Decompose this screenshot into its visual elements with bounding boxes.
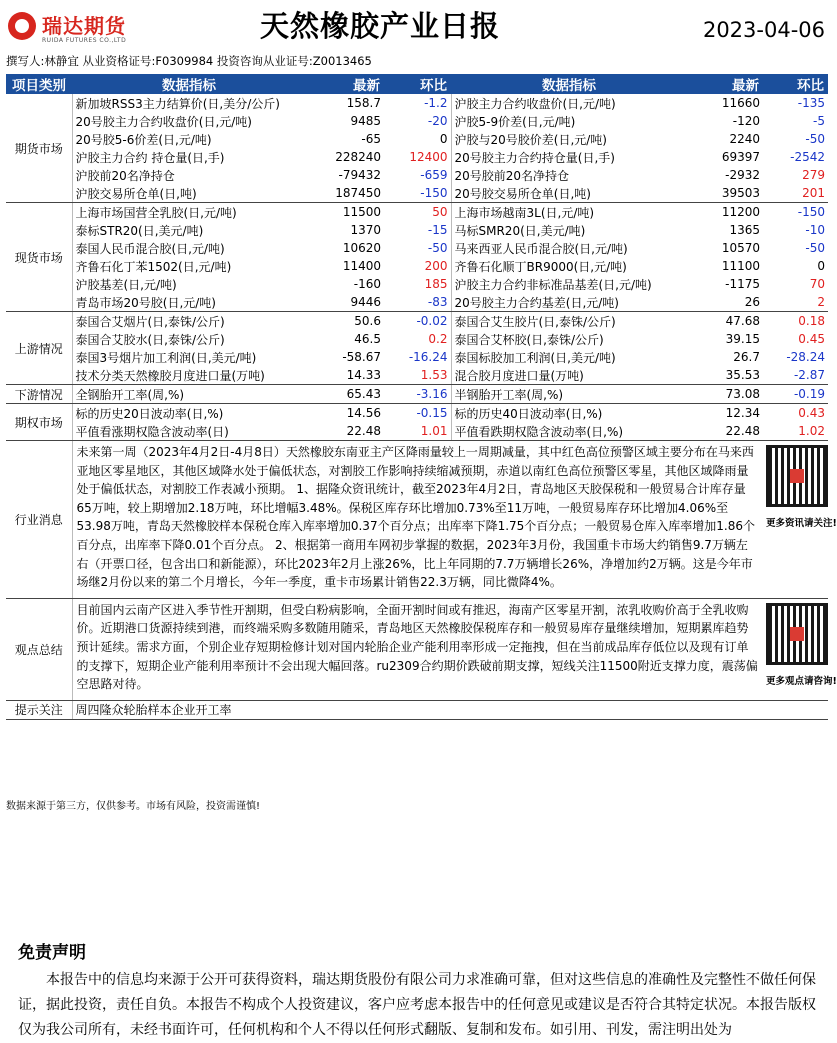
change-cell: -150 xyxy=(384,184,451,203)
col-header: 环比 xyxy=(384,74,451,94)
value-cell: -1175 xyxy=(725,277,760,291)
view-text: 目前国内云南产区进入季节性开割期，但受白粉病影响，全面开割时间或有推迟，海南产区零星开割，浓乳收购价高于全乳收购价。近期港口货源持续到港，而终端采购多数随用随采，青岛地区天然橡胶保税库存和一般贸易库存量继续增加，短期累库趋势预计延续。需求方面，个别企业存短期检修计划对国内轮胎企业产能利用率形成一定拖拽，但在当前成品库存低位以及现有订单的支撑下，短期企业产能利用率预计不会出现大幅回落。ru2309合约期价跌破前期支撑，短线关注11500附近支撑力度，震荡偏空思路对待。 xyxy=(72,598,763,700)
change-cell: -3.16 xyxy=(384,385,451,404)
value-cell: 228240 xyxy=(335,150,381,164)
value-cell: 39503 xyxy=(687,184,763,203)
tips-text: 周四隆众轮胎样本企业开工率 xyxy=(72,700,828,719)
indicator-cell: 齐鲁石化丁苯1502(日,元/吨) xyxy=(75,259,232,274)
data-table xyxy=(6,74,837,720)
table-row xyxy=(6,94,828,112)
logo-mark-icon xyxy=(8,12,36,40)
change-cell: 0.2 xyxy=(384,330,451,348)
indicator-cell: 20号胶主力合约持仓量(日,手) xyxy=(454,150,615,165)
value-cell: 9485 xyxy=(350,114,381,128)
table-row xyxy=(6,130,828,148)
change-cell: -50 xyxy=(805,132,825,146)
change-cell: -20 xyxy=(384,112,451,130)
col-header: 数据指标 xyxy=(451,74,687,94)
table-row xyxy=(6,422,828,441)
indicator-cell: 半钢胎开工率(周,%) xyxy=(451,385,687,404)
table-row xyxy=(6,385,828,404)
table-row xyxy=(6,221,828,239)
value-cell: 11100 xyxy=(721,259,760,273)
qr-cell xyxy=(763,598,837,700)
change-cell: 0 xyxy=(817,259,825,273)
indicator-cell: 上海市场国营全乳胶(日,元/吨) xyxy=(75,205,237,220)
indicator-cell: 沪胶主力合约 持仓量(日,手) xyxy=(75,150,225,165)
indicator-cell: 平值看涨期权隐含波动率(日) xyxy=(72,422,306,441)
value-cell: -120 xyxy=(732,114,760,128)
value-cell: 14.33 xyxy=(306,366,384,385)
ruida-logo xyxy=(8,10,138,48)
indicator-cell: 泰国标胶加工利润(日,美元/吨) xyxy=(454,350,616,365)
change-cell: 200 xyxy=(384,257,451,275)
change-cell: 1.53 xyxy=(384,366,451,385)
value-cell: 11400 xyxy=(342,259,381,273)
category-cell: 提示关注 xyxy=(6,700,72,719)
change-cell: -15 xyxy=(384,221,451,239)
indicator-cell: 沪胶基差(日,元/吨) xyxy=(75,277,177,292)
table-row xyxy=(6,166,828,184)
change-cell: -2542 xyxy=(790,150,825,164)
indicator-cell: 混合胶月度进口量(万吨) xyxy=(451,366,687,385)
change-cell: -659 xyxy=(384,166,451,184)
change-cell: -83 xyxy=(384,293,451,312)
indicator-cell: 20号胶5-6价差(日,元/吨) xyxy=(75,132,212,147)
indicator-cell: 技术分类天然橡胶月度进口量(万吨) xyxy=(72,366,306,385)
change-cell: 185 xyxy=(384,275,451,293)
indicator-cell: 泰国人民币混合胶(日,元/吨) xyxy=(75,241,225,256)
table-row xyxy=(6,275,828,293)
value-cell: 158.7 xyxy=(346,96,381,110)
indicator-cell: 平值看跌期权隐含波动率(日,%) xyxy=(451,422,687,441)
change-cell: -0.02 xyxy=(384,312,451,331)
indicator-cell: 泰国合艾胶水(日,泰铢/公斤) xyxy=(75,332,225,347)
col-header: 数据指标 xyxy=(72,74,306,94)
change-cell: -10 xyxy=(805,223,825,237)
indicator-cell: 20号胶主力合约基差(日,元/吨) xyxy=(451,293,687,312)
value-cell: 2240 xyxy=(729,132,760,146)
table-row xyxy=(6,293,828,312)
indicator-cell: 泰国合艾烟片(日,泰铢/公斤) xyxy=(75,314,225,329)
value-cell: 46.5 xyxy=(354,332,381,346)
logo-subtext: RUIDA FUTURES CO.,LTD xyxy=(42,37,127,44)
change-cell: 0.45 xyxy=(798,332,825,346)
change-cell: -5 xyxy=(813,114,825,128)
indicator-cell: 泰国合艾杯胶(日,泰铢/公斤) xyxy=(454,332,604,347)
indicator-cell: 标的历史20日波动率(日,%) xyxy=(75,406,224,421)
value-cell: 47.68 xyxy=(725,314,760,328)
value-cell: 65.43 xyxy=(306,385,384,404)
indicator-cell: 沪胶5-9价差(日,元/吨) xyxy=(454,114,576,129)
value-cell: 11500 xyxy=(342,205,381,219)
value-cell: 50.6 xyxy=(354,314,381,328)
author-info: 撰写人:林静宜 从业资格证号:F0309984 投资咨询从业证号:Z0013465 xyxy=(6,54,372,68)
change-cell: 12400 xyxy=(384,148,451,166)
change-cell: 0 xyxy=(384,130,451,148)
table-row xyxy=(6,330,828,348)
category-cell: 行业消息 xyxy=(6,441,72,599)
value-cell: 12.34 xyxy=(725,406,760,420)
qr-code-icon xyxy=(766,445,828,507)
table-row xyxy=(6,404,828,423)
qr-caption: 更多资讯请关注! xyxy=(766,518,837,529)
category-cell: 上游情况 xyxy=(6,312,72,385)
indicator-cell: 新加坡RSS3主力结算价(日,美分/公斤) xyxy=(75,96,280,111)
indicator-cell: 上海市场越南3L(日,元/吨) xyxy=(454,205,595,220)
value-cell: -65 xyxy=(361,132,381,146)
value-cell: -160 xyxy=(353,277,381,291)
change-cell: 0.18 xyxy=(798,314,825,328)
change-cell: -0.15 xyxy=(384,404,451,423)
data-source-note: 数据来源于第三方，仅供参考。市场有风险，投资需谨慎! xyxy=(6,801,261,812)
value-cell: 9446 xyxy=(306,293,384,312)
indicator-cell: 马来西亚人民币混合胶(日,元/吨) xyxy=(454,241,628,256)
indicator-cell: 泰国3号烟片加工利润(日,美元/吨) xyxy=(75,350,257,365)
value-cell: 14.56 xyxy=(346,406,381,420)
table-row xyxy=(6,112,828,130)
category-cell: 下游情况 xyxy=(6,385,72,404)
change-cell: -135 xyxy=(797,96,825,110)
table-row xyxy=(6,348,828,366)
change-cell: -16.24 xyxy=(384,348,451,366)
indicator-cell: 沪胶前20名净持仓 xyxy=(75,168,175,183)
category-cell: 期权市场 xyxy=(6,404,72,441)
value-cell: 22.48 xyxy=(687,422,763,441)
table-row xyxy=(6,366,828,385)
indicator-cell: 齐鲁石化顺丁BR9000(日,元/吨) xyxy=(454,259,627,274)
col-header: 最新 xyxy=(306,74,384,94)
change-cell: -150 xyxy=(797,205,825,219)
disclaimer-title: 免责声明 xyxy=(18,943,86,963)
page-title: 天然橡胶产业日报 xyxy=(260,9,501,43)
change-cell: -28.24 xyxy=(786,350,825,364)
value-cell: 39.15 xyxy=(725,332,760,346)
change-cell: -2.87 xyxy=(763,366,828,385)
value-cell: 69397 xyxy=(721,150,760,164)
value-cell: 26.7 xyxy=(733,350,760,364)
change-cell: 0.43 xyxy=(798,406,825,420)
logo-text: 瑞达期货 xyxy=(42,14,126,38)
table-row xyxy=(6,312,828,331)
value-cell: 10570 xyxy=(721,241,760,255)
change-cell: 50 xyxy=(384,203,451,222)
news-row xyxy=(6,441,828,599)
category-cell: 期货市场 xyxy=(6,94,72,203)
change-cell: 201 xyxy=(763,184,828,203)
indicator-cell: 马标SMR20(日,美元/吨) xyxy=(454,223,586,238)
data-table-wrapper xyxy=(6,74,837,720)
value-cell: 35.53 xyxy=(687,366,763,385)
indicator-cell: 沪胶主力合约非标准品基差(日,元/吨) xyxy=(454,277,652,292)
indicator-cell: 沪胶与20号胶价差(日,元/吨) xyxy=(454,132,607,147)
value-cell: 11200 xyxy=(721,205,760,219)
table-row xyxy=(6,203,828,222)
change-cell: -0.19 xyxy=(763,385,828,404)
table-header-row xyxy=(6,74,828,94)
value-cell: 11660 xyxy=(721,96,760,110)
value-cell: 26 xyxy=(687,293,763,312)
view-row xyxy=(6,598,828,700)
indicator-cell: 泰国合艾生胶片(日,泰铢/公斤) xyxy=(454,314,616,329)
change-cell: 1.02 xyxy=(763,422,828,441)
value-cell: 22.48 xyxy=(306,422,384,441)
category-cell: 现货市场 xyxy=(6,203,72,312)
change-cell: 279 xyxy=(802,168,825,182)
table-row xyxy=(6,184,828,203)
change-cell: -50 xyxy=(384,239,451,257)
value-cell: 73.08 xyxy=(687,385,763,404)
col-header: 环比 xyxy=(763,74,828,94)
news-text: 未来第一周（2023年4月2日-4月8日）天然橡胶东南亚主产区降雨量较上一周期减量，其中红色高位预警区域主要分布在马来西亚地区零星地区，其他区域降水处于偏低状态，对割胶工作影响持续缩减预期，赤道以南红色高位预警区零星，其他区域降雨量处于偏低状态，对割胶工作表减小预期。 1、据隆众资讯统计，截至2023年4月2日，青岛地区天胶保税和一般贸易合计库存量65万吨，较上期增加2.18万吨，环比增幅3.48%。保税区库存环比增加0.73%至11万吨，一般贸易库存环比增加4.06%至53.98万吨，青岛天然橡胶样本保税仓库入库率增加0.37个百分点；出库率下降1.75个百分点；一般贸易仓库入库率增加1.86个百分点，出库率下降0.01个百分点。 2、根据第一商用车网初步掌握的数据，2023年3月份，我国重卡市场大约销售9.7万辆左右（开票口径，包含出口和新能源），环比2023年2月上涨26%，比上年同期的7.7万辆增长26%，净增加约2万辆。这是今年市场继2月份以来的第二个月增长，今年一季度，重卡市场累计销售22.3万辆，同比微降4%。 xyxy=(72,441,763,599)
category-cell: 观点总结 xyxy=(6,598,72,700)
indicator-cell: 沪胶主力合约收盘价(日,元/吨) xyxy=(454,96,616,111)
change-cell: -1.2 xyxy=(384,94,451,112)
qr-caption: 更多观点请咨询! xyxy=(766,675,837,687)
col-header: 最新 xyxy=(687,74,763,94)
indicator-cell: 青岛市场20号胶(日,元/吨) xyxy=(72,293,306,312)
disclaimer-text: 本报告中的信息均来源于公开可获得资料，瑞达期货股份有限公司力求准确可靠，但对这些信息的准确性及完整性不做任何保证，据此投资，责任自负。本报告不构成个人投资建议，客户应考虑本报告中的任何意见或建议是否符合其特定状况。本报告版权仅为我公司所有，未经书面许可，任何机构和个人不得以任何形式翻版、复制和发布。如引用、刊发，需注明出处为 xyxy=(18,972,816,1038)
indicator-cell: 沪胶交易所仓单(日,吨) xyxy=(72,184,306,203)
qr-cell xyxy=(763,441,837,599)
col-header: 项目类别 xyxy=(6,74,72,94)
value-cell: -58.67 xyxy=(342,350,381,364)
indicator-cell: 20号胶交易所仓单(日,吨) xyxy=(451,184,687,203)
qr-code-icon xyxy=(766,603,828,665)
indicator-cell: 标的历史40日波动率(日,%) xyxy=(454,406,603,421)
report-date: 2023-04-06 xyxy=(702,18,825,42)
change-cell: 70 xyxy=(809,277,825,291)
table-row xyxy=(6,257,828,275)
change-cell: -50 xyxy=(805,241,825,255)
table-row xyxy=(6,239,828,257)
table-row xyxy=(6,148,828,166)
report-header xyxy=(0,0,833,52)
value-cell: -2932 xyxy=(725,168,760,182)
change-cell: 1.01 xyxy=(384,422,451,441)
value-cell: 1365 xyxy=(729,223,760,237)
change-cell: 2 xyxy=(763,293,828,312)
indicator-cell: 泰标STR20(日,美元/吨) xyxy=(75,223,204,238)
value-cell: 187450 xyxy=(306,184,384,203)
indicator-cell: 20号胶主力合约收盘价(日,元/吨) xyxy=(75,114,252,129)
value-cell: 1370 xyxy=(350,223,381,237)
indicator-cell: 全钢胎开工率(周,%) xyxy=(72,385,306,404)
indicator-cell: 20号胶前20名净持仓 xyxy=(454,168,570,183)
value-cell: -79432 xyxy=(338,168,381,182)
value-cell: 10620 xyxy=(342,241,381,255)
tips-row xyxy=(6,700,828,719)
